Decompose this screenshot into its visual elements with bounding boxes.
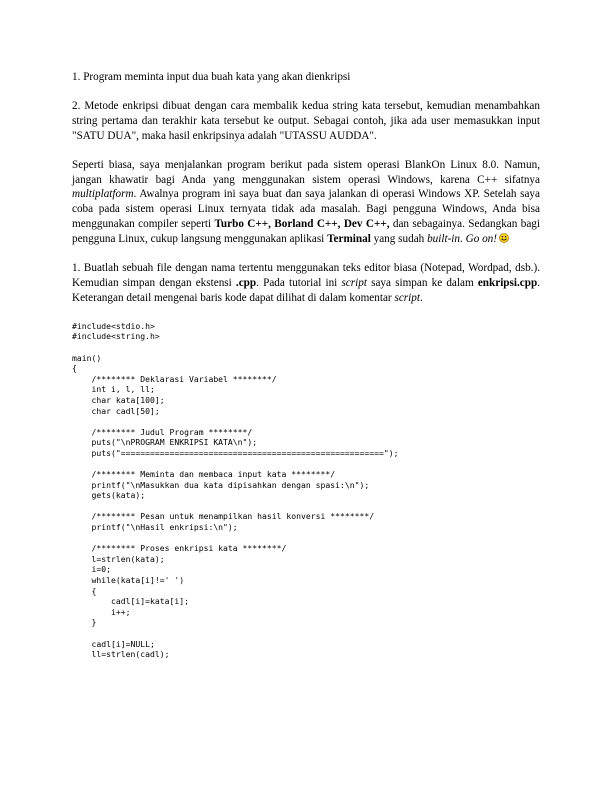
code-line: ll=strlen(cadl); — [72, 649, 170, 660]
code-line: /******** Judul Program ********/ — [72, 426, 253, 437]
p4-italic-script-2: script — [394, 291, 420, 304]
p4-text-3: saya simpan ke dalam — [366, 276, 478, 289]
code-line: char kata[100]; — [72, 394, 165, 405]
code-line: gets(kata); — [72, 490, 146, 501]
p4-text-1: 1. Buatlah sebuah file dengan nama tertentu menggunakan teks editor biasa (Notepad, Wordpad, dsb.). Kemudian simpan dengan ekstensi — [72, 262, 540, 289]
code-line: i=0; — [72, 564, 111, 575]
code-line — [72, 459, 540, 470]
code-line: puts("======================================================"); — [72, 447, 399, 458]
paragraph-2: 2. Metode enkripsi dibuat dengan cara membalik kedua string kata tersebut, kemudian menambahkan string pertama dan terakhir kata tersebut ke output. Sebagai contoh, jika ada user memasukkan input "SATU DUA", maka hasil enkripsinya adalah "UTASSU AUDDA". — [72, 99, 540, 142]
p4-text-4: . Keterangan detail mengenai baris kode dapat dilihat di dalam komentar — [72, 276, 540, 304]
code-listing — [72, 321, 540, 660]
p3-text-5: . — [460, 233, 466, 246]
code-line: /******** Proses enkripsi kata ********/ — [72, 543, 287, 554]
code-line — [72, 533, 540, 544]
code-line: } — [72, 617, 97, 628]
document-page — [72, 70, 540, 660]
code-line — [72, 628, 540, 639]
code-line: cadl[i]=NULL; — [72, 638, 155, 649]
smiley-icon — [499, 233, 509, 243]
code-line — [72, 342, 540, 353]
code-line: main() — [72, 352, 102, 363]
p4-text-2: . Pada tutorial ini — [256, 276, 342, 289]
code-line: l=strlen(kata); — [72, 553, 165, 564]
code-line: /******** Pesan untuk menampilkan hasil konversi ********/ — [72, 511, 375, 522]
p4-text-5: . — [419, 291, 423, 304]
code-line: while(kata[i]!=' ') — [72, 575, 185, 586]
p3-text-2: . Awalnya program ini saya buat dan saya jalankan di operasi Windows XP. Setelah saya coba pada sistem operasi Linux ternyata tidak ada masalah. Bagi pengguna Windows, Anda bisa menggunakan compiler seperti — [72, 188, 540, 231]
code-line: printf("\nMasukkan dua kata dipisahkan dengan spasi:\n"); — [72, 479, 370, 490]
p3-text-3: dan sebagainya. Sedangkan bagi pengguna Linux, cukup langsung menggunakan aplikasi — [72, 218, 541, 246]
p4-italic-script-1: script — [341, 276, 367, 289]
code-line: char cadl[50]; — [72, 405, 160, 416]
paragraph-1: 1. Program meminta input dua buah kata yang akan dienkripsi — [72, 71, 351, 83]
paragraph-3 — [72, 158, 540, 247]
p3-italic-multiplatform: multiplatform — [72, 188, 134, 201]
code-line: int i, l, ll; — [72, 384, 155, 395]
p3-italic-go-on: Go on! — [465, 233, 497, 246]
code-line: #include<stdio.h> — [72, 320, 155, 331]
code-line: /******** Deklarasi Variabel ********/ — [72, 373, 277, 384]
code-line: puts("\nPROGRAM ENKRIPSI KATA\n"); — [72, 437, 258, 448]
p3-italic-builtin: built-in — [427, 233, 461, 246]
paragraph-4 — [72, 261, 540, 306]
code-line: printf("\nHasil enkripsi:\n"); — [72, 522, 238, 533]
p4-bold-cpp: .cpp — [235, 276, 257, 289]
p4-bold-filename: enkripsi.cpp — [477, 276, 538, 289]
code-line: { — [72, 363, 77, 374]
code-line: /******** Meminta dan membaca input kata ********/ — [72, 469, 336, 480]
code-line: { — [72, 585, 97, 596]
code-line: i++; — [72, 606, 131, 617]
p3-bold-terminal: Terminal — [327, 233, 371, 246]
code-line: #include<string.h> — [72, 331, 160, 342]
code-line — [72, 416, 540, 427]
p3-text-1: Seperti biasa, saya menjalankan program berikut pada sistem operasi BlankOn Linux 8.0. Namun, jangan khawatir bagi Anda yang menggunakan sistem operasi Windows, karena C++ sifatnya — [72, 158, 540, 186]
code-line — [72, 501, 540, 512]
code-line: cadl[i]=kata[i]; — [72, 596, 189, 607]
p3-bold-compilers: Turbo C++, Borland C++, Dev C++, — [214, 218, 390, 231]
p3-text-4: yang sudah — [370, 233, 428, 246]
